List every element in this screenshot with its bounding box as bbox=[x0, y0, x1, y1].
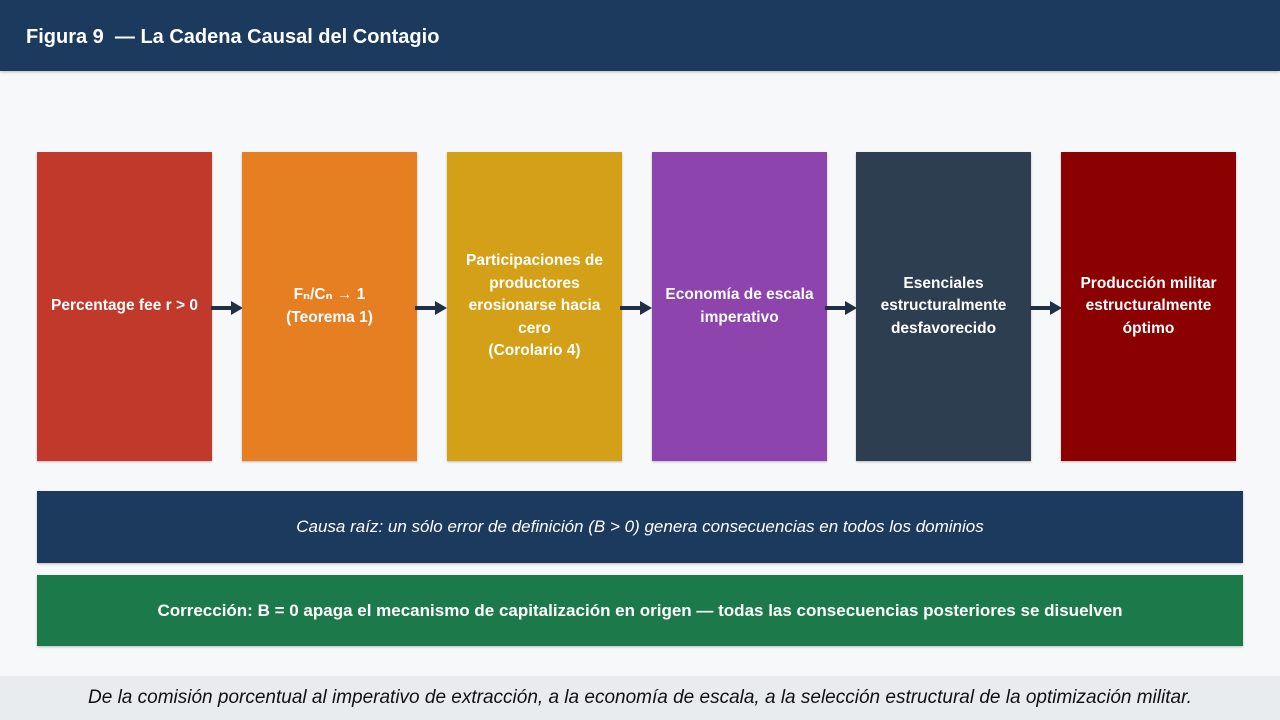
chain-step-label: Esenciales estructuralmente desfavorecido bbox=[880, 274, 1007, 337]
correction-banner bbox=[37, 575, 1243, 646]
chain-arrow-icon bbox=[1030, 298, 1064, 318]
footer-caption-bar bbox=[0, 676, 1280, 720]
root-cause-banner bbox=[37, 491, 1243, 563]
chain-step-producer-shares bbox=[447, 152, 622, 461]
chain-step-label: Participaciones de productores erosionarse hacia cero (Corolario 4) bbox=[466, 252, 603, 360]
chain-arrow-icon bbox=[211, 298, 245, 318]
chain-step-label: Producción militar estructuralmente óptimo bbox=[1080, 274, 1217, 337]
chain-arrow-icon bbox=[620, 298, 654, 318]
chain-step-economy-of-scale bbox=[652, 152, 827, 461]
chain-step-label: Economía de escala imperativo bbox=[665, 286, 814, 326]
chain-step-label: Percentage fee r > 0 bbox=[51, 297, 198, 315]
chain-step-percentage-fee bbox=[37, 152, 212, 461]
chain-arrow-icon bbox=[415, 298, 449, 318]
chain-step-essentials bbox=[856, 152, 1031, 461]
root-cause-text: Causa raíz: un sólo error de definición (B > 0) genera consecuencias en todos los dominios bbox=[296, 517, 984, 536]
figure-title: Figura 9 — La Cadena Causal del Contagio bbox=[26, 26, 440, 48]
chain-arrow-icon bbox=[825, 298, 859, 318]
chain-step-fn-cn-ratio bbox=[242, 152, 417, 461]
correction-text: Corrección: B = 0 apaga el mecanismo de capitalización en origen — todas las consecuencias posteriores se disuelven bbox=[157, 600, 1123, 620]
chain-step-military-production bbox=[1061, 152, 1236, 461]
footer-caption: De la comisión porcentual al imperativo de extracción, a la economía de escala, a la selección estructural de la optimización militar. bbox=[88, 687, 1192, 708]
chain-step-label: Fₙ/Cₙ → 1 (Teorema 1) bbox=[286, 286, 373, 326]
header-bar bbox=[0, 0, 1280, 71]
